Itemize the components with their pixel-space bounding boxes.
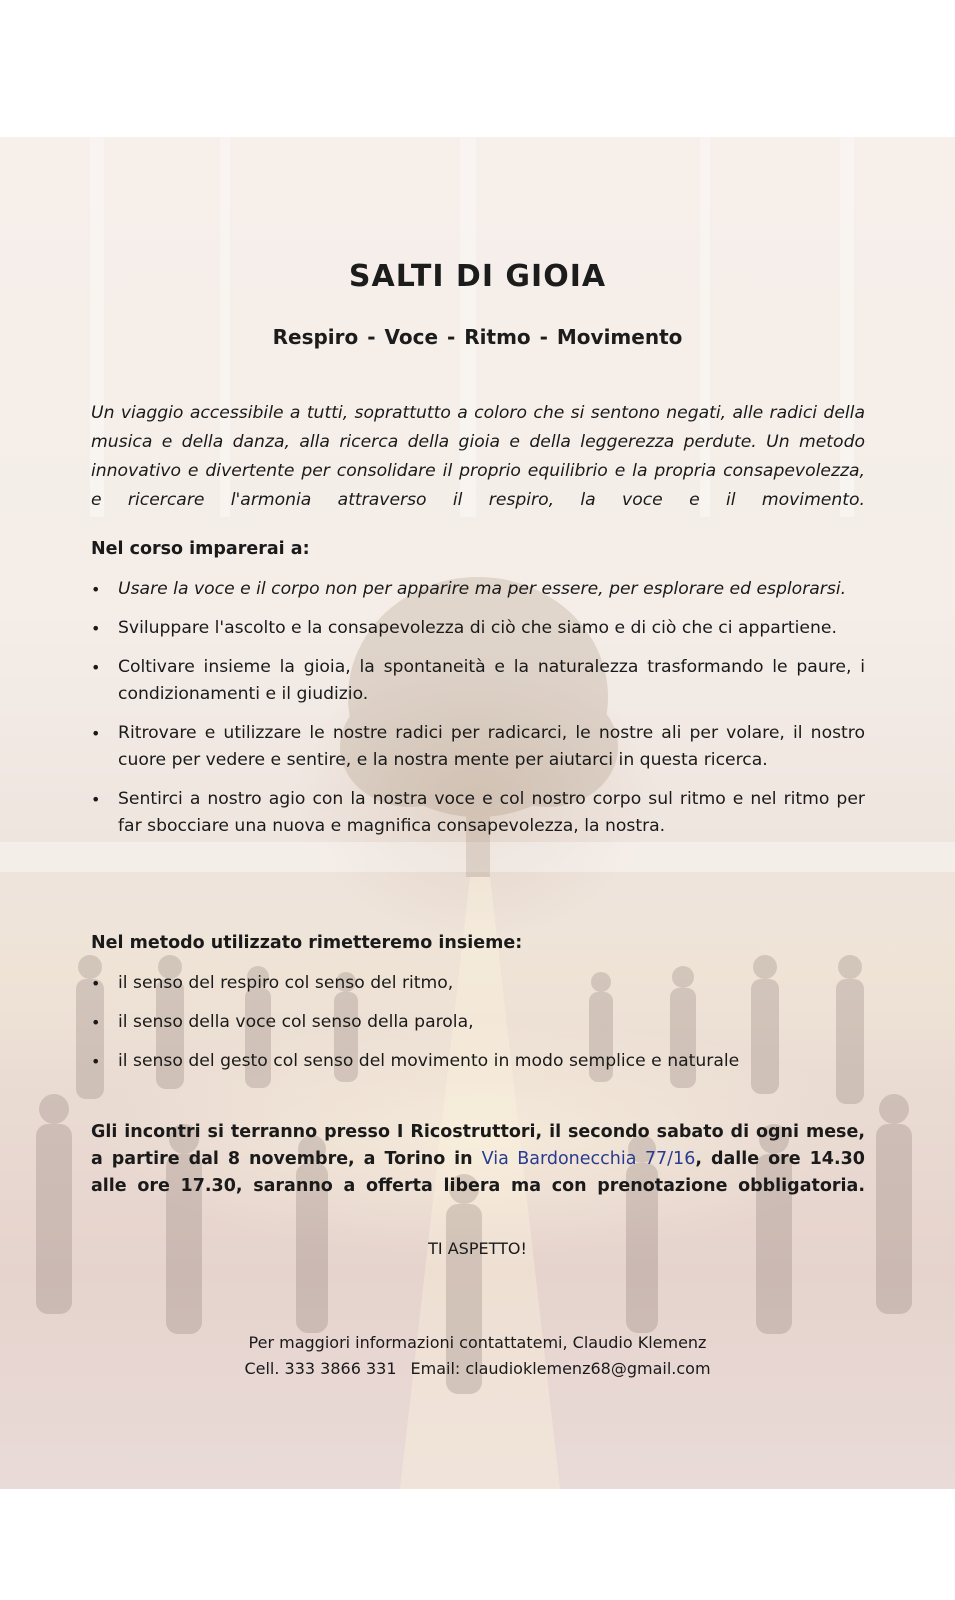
subtitle: Respiro - Voce - Ritmo - Movimento [272, 325, 683, 349]
learn-list [91, 576, 865, 852]
contact-details [0, 1356, 955, 1382]
list-item: • Ritrovare e utilizzare le nostre radici per radicarci, le nostre ali per volare, il nostro cuore per vedere e sentire, e la nostra mente per aiutarci in questa ricerca. [91, 720, 865, 774]
list-item: • Sentirci a nostro agio con la nostra voce e col nostro corpo sul ritmo e nel ritmo per far sbocciare una nuova e magnifica consapevolezza, la nostra. [91, 786, 865, 840]
email-address: Email: claudioklemenz68@gmail.com [410, 1359, 711, 1378]
list-item: • Sviluppare l'ascolto e la consapevolezza di ciò che siamo e di ciò che ci appartiene. [91, 615, 865, 642]
closing-text: TI ASPETTO! [428, 1239, 527, 1258]
learn-heading: Nel corso imparerai a: [91, 539, 310, 559]
list-item: • Usare la voce e il corpo non per apparire ma per essere, per esplorare ed esplorarsi. [91, 576, 865, 603]
phone-number: Cell. 333 3866 331 [244, 1359, 397, 1378]
page-title: SALTI DI GIOIA [348, 259, 607, 294]
contact-block [0, 1330, 955, 1382]
list-item: • Coltivare insieme la gioia, la spontaneità e la naturalezza trasformando le paure, i condizionamenti e il giudizio. [91, 654, 865, 708]
list-item: • il senso del gesto col senso del movimento in modo semplice e naturale [91, 1048, 865, 1075]
address-link[interactable]: Via Bardonecchia 77/16 [481, 1149, 696, 1169]
list-item: • il senso della voce col senso della parola, [91, 1009, 865, 1036]
flyer-content [0, 137, 955, 1489]
contact-line: Per maggiori informazioni contattatemi, Claudio Klemenz [248, 1333, 707, 1352]
meeting-text-before: Gli incontri si terranno presso I Ricostruttori, il secondo sabato di ogni mese, a partire dal 8 novembre, a Torino in [91, 1122, 865, 1169]
method-list [91, 970, 865, 1087]
meeting-info [91, 1119, 865, 1200]
flyer [0, 137, 955, 1489]
meeting-text-after: , dalle ore 14.30 alle ore 17.30, saranno a offerta libera ma con prenotazione obbligatoria. [91, 1149, 865, 1196]
intro-paragraph: Un viaggio accessibile a tutti, soprattutto a coloro che si sentono negati, alle radici della musica e della danza, alla ricerca della gioia e della leggerezza perdute. Un metodo innovativo e divertente per consolidare il proprio equilibrio e la propria consapevolezza, e ricercare l'armonia attraverso il respiro, la voce e il movimento. [91, 403, 865, 510]
list-item: • il senso del respiro col senso del ritmo, [91, 970, 865, 997]
method-heading: Nel metodo utilizzato rimetteremo insieme: [91, 933, 523, 953]
